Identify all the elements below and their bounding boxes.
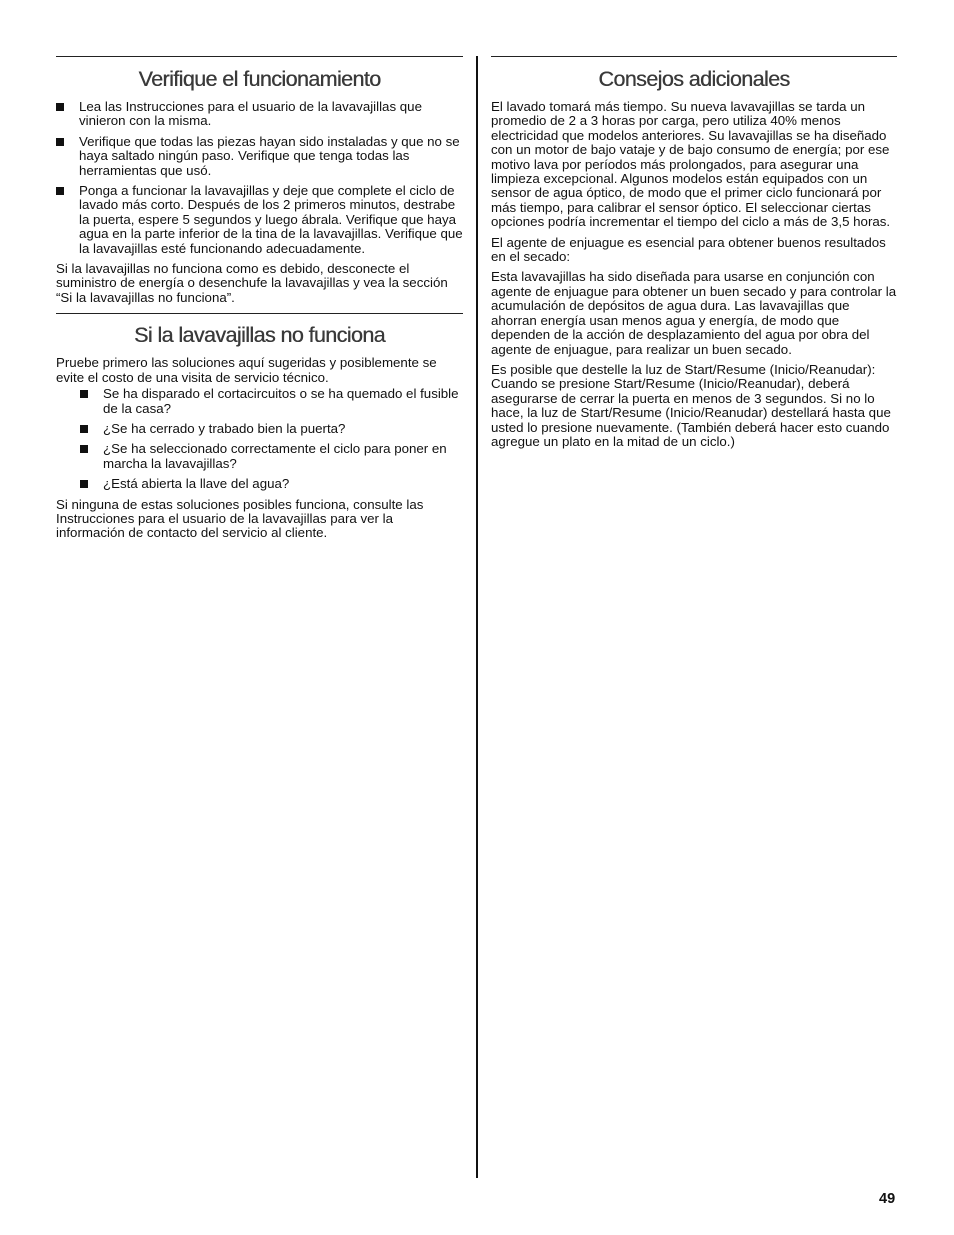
list-item: Ponga a funcionar la lavavajillas y deje que complete el ciclo de lavado más corto. Después de los 2 primeros minutos, destrabe la puerta, espere 5 segundos y luego ábrala. Verifique que haya agua en la parte inferior de la tina de la lavavajillas. Verifique que la lavavajillas esté funcionando adecuadamente. bbox=[56, 184, 463, 256]
square-bullet-icon bbox=[80, 390, 88, 398]
right-column bbox=[491, 56, 897, 455]
square-bullet-icon bbox=[80, 425, 88, 433]
section-heading-not-working: Si la lavavajillas no funciona bbox=[134, 323, 385, 348]
tips-paragraph: Esta lavavajillas ha sido diseñada para usarse en conjunción con agente de enjuague para obtener un buen secado y para controlar la acumulación de depósitos de agua dura. Las lavavajillas que ahorran energía usan menos agua y energía, de modo que dependen de la acción de desplazamiento del agua por obra del agente de enjuague, para realizar un buen secado. bbox=[491, 269, 897, 357]
list-item: Lea las Instrucciones para el usuario de la lavavajillas que vinieron con la misma. bbox=[56, 100, 463, 129]
verify-closing-paragraph: Si la lavavajillas no funciona como es debido, desconecte el suministro de energía o desenchufe la lavavajillas y vea la sección “Si la lavavajillas no funciona”. bbox=[56, 261, 448, 305]
verify-bullet-list bbox=[56, 100, 463, 256]
not-working-intro: Pruebe primero las soluciones aquí sugeridas y posiblemente se evite el costo de una visita de servicio técnico. bbox=[56, 355, 437, 385]
square-bullet-icon bbox=[80, 445, 88, 453]
list-item: ¿Se ha seleccionado correctamente el ciclo para poner en marcha la lavavajillas? bbox=[56, 442, 463, 471]
left-column bbox=[56, 56, 463, 547]
list-item: Se ha disparado el cortacircuitos o se ha quemado el fusible de la casa? bbox=[56, 387, 463, 416]
square-bullet-icon bbox=[56, 138, 64, 146]
square-bullet-icon bbox=[56, 187, 64, 195]
square-bullet-icon bbox=[80, 480, 88, 488]
list-item: ¿Está abierta la llave del agua? bbox=[56, 477, 463, 491]
not-working-closing-paragraph: Si ninguna de estas soluciones posibles funciona, consulte las Instrucciones para el usuario de la lavavajillas para ver la información de contacto del servicio al cliente. bbox=[56, 496, 424, 541]
list-item: ¿Se ha cerrado y trabado bien la puerta? bbox=[56, 422, 463, 436]
not-working-bullet-list bbox=[56, 387, 463, 491]
page-number: 49 bbox=[879, 1191, 896, 1207]
section-heading-tips: Consejos adicionales bbox=[598, 67, 790, 91]
tips-paragraph: El lavado tomará más tiempo. Su nueva lavavajillas se tarda un promedio de 2 a 3 horas por carga, pero utiliza 40% menos electricidad que modelos anteriores. Su lavavajillas se ha diseñado con un motor de bajo vataje y de bajo consumo de energía; por ese motivo lava por períodos más prolongados, para asegurar una limpieza excepcional. Algunos modelos están equipados con un sensor de agua óptico, de modo que el primer ciclo funcionará por más tiempo, para calibrar el sensor óptico. El seleccionar ciertas opciones podría incrementar el tiempo del ciclo a más de 3,5 horas. bbox=[491, 99, 891, 230]
tips-paragraph: Es posible que destelle la luz de Start/Resume (Inicio/Reanudar): Cuando se presione Start/Resume (Inicio/Reanudar), deberá asegurarse de cerrar la puerta en menos de 3 segundos. Si no lo hace, la luz de Start/Resume (Inicio/Reanudar) destellará hasta que usted lo presione nuevamente. (También deberá hacer esto cuando agregue un plato en la mitad de un ciclo.) bbox=[491, 361, 891, 449]
section-heading-verify: Verifique el funcionamiento bbox=[138, 67, 381, 91]
list-item: Verifique que todas las piezas hayan sido instaladas y que no se haya saltado ningún paso. Verifique que tenga todas las herramientas que usó. bbox=[56, 135, 463, 178]
square-bullet-icon bbox=[56, 103, 64, 111]
tips-paragraph: El agente de enjuague es esencial para obtener buenos resultados en el secado: bbox=[491, 234, 886, 265]
column-divider bbox=[476, 56, 478, 1178]
